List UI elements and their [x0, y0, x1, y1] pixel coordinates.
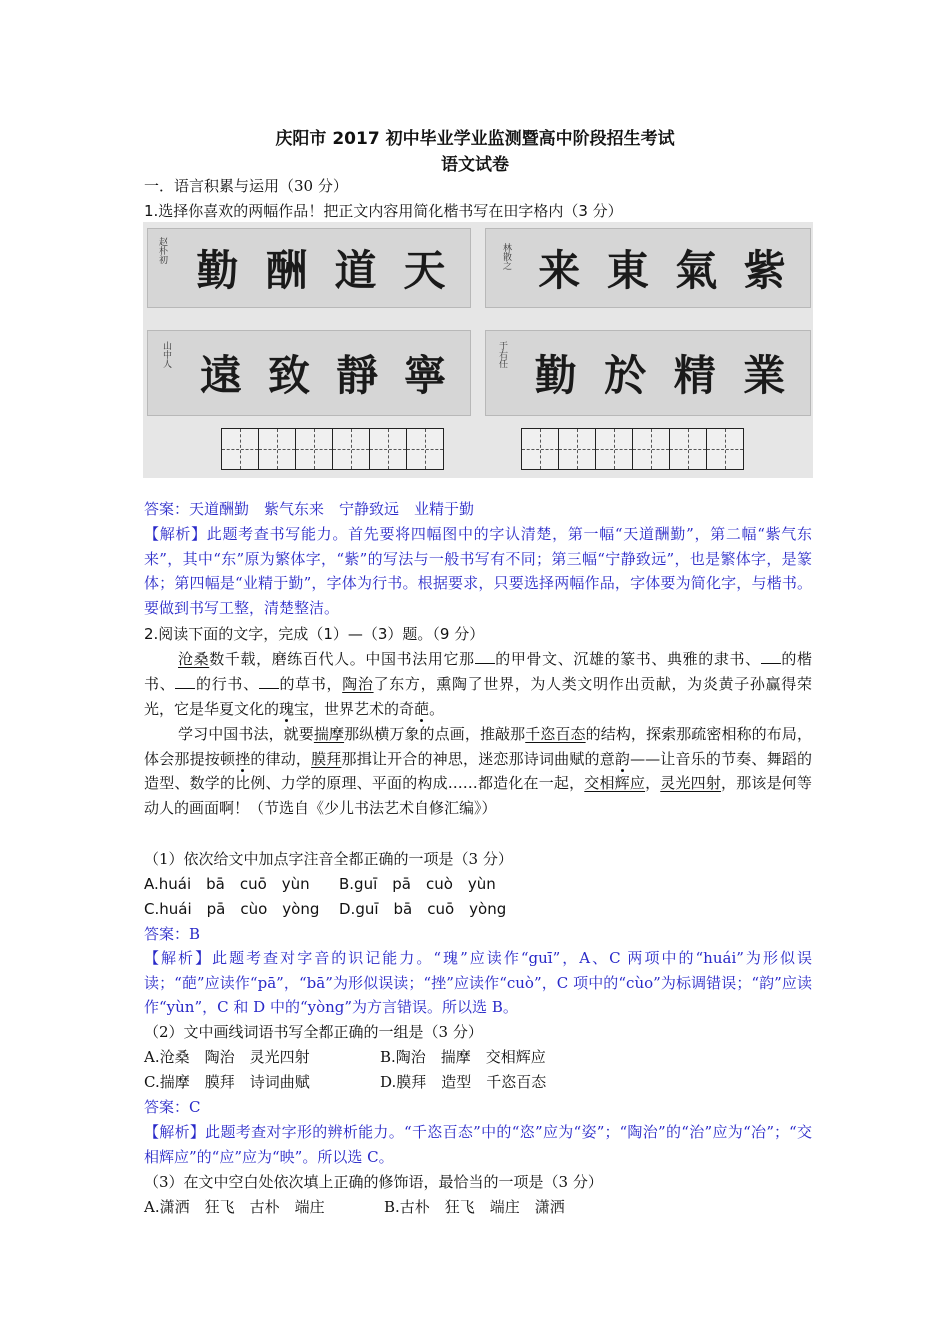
passage-text: 那纵横万象的点画，推敲那 — [344, 725, 526, 743]
analysis-sub-1: 【解析】此题考查对字音的识记能力。“瑰”应读作“guī”，A、C 两项中的“huái”为形似误读；“葩”应读作“pā”，“bā”为形似误读；“挫”应读作“cuò”，C 项中的“cùo”为标调错误；“韵”应读作“yùn”，C 和 D 中的“yòng”为方言错误。所以选 B。 — [144, 949, 812, 1016]
answer-sub-2: 答案：C — [144, 1098, 201, 1116]
dotted-char: 葩 — [414, 700, 430, 718]
glyph: 致 — [267, 351, 312, 400]
passage-text: 了东方，熏陶了世界，为人类文明作出贡献，为炎黄子孙赢得荣光，它是华夏文化的 — [144, 675, 812, 718]
underlined-word: 交相辉应 — [584, 774, 646, 792]
option-a: A.沧桑 陶治 灵光四射 — [144, 1048, 310, 1066]
answer-sub-1: 答案：B — [144, 925, 201, 943]
glyph: 寧 — [403, 351, 448, 400]
section-heading: 一．语言积累与运用（30 分） — [144, 177, 348, 195]
option-a: A.huái bā cuō yùn — [144, 875, 310, 893]
passage-paragraph-1 — [144, 647, 812, 722]
panel-3-characters — [188, 331, 460, 415]
passage-text: ，那该是何等动人的画面啊！（节选自《少儿书法艺术自修汇编》） — [144, 774, 812, 817]
option-c: C.揣摩 膜拜 诗词曲赋 — [144, 1073, 310, 1091]
answer-q1: 答案：天道酬勤 紫气东来 宁静致远 业精于勤 — [144, 500, 475, 518]
underlined-word: 灵光四射 — [660, 774, 722, 792]
underlined-word: 千恣百态 — [525, 725, 586, 743]
option-b: B.陶治 揣摩 交相辉应 — [380, 1048, 546, 1066]
underlined-word: 膜拜 — [311, 749, 342, 768]
glyph: 精 — [673, 351, 718, 400]
calligraphy-panel-2 — [485, 228, 811, 308]
passage-text: ——让音乐的节奏、舞蹈的造型、数学的比例、力学的原理、平面的构成……都造化在一起， — [144, 749, 812, 792]
panel-2-signature: 林散之 — [501, 243, 511, 270]
analysis-sub-2: 【解析】此题考查对字形的辨析能力。“千恣百态”中的“恣”应为“姿”；“陶治”的“治”应为“冶”；“交相辉应”的“应”应为“映”。所以选 C。 — [144, 1123, 812, 1166]
option-d: D.膜拜 造型 千恣百态 — [380, 1073, 547, 1091]
glyph: 道 — [334, 246, 379, 295]
glyph: 酬 — [265, 246, 310, 295]
panel-1-characters — [184, 229, 460, 307]
fill-blank — [259, 674, 279, 689]
passage-text: 宝，世界艺术的奇 — [294, 700, 415, 718]
underlined-word: 陶治 — [342, 675, 374, 693]
passage-text: 数千载，磨练百代人。中国书法用它那 — [209, 650, 475, 668]
passage-text: 的甲骨文、沉雄的篆书、典雅的隶书、 — [494, 650, 761, 668]
underlined-word: 沧桑 — [178, 650, 210, 668]
sub-question-1-stem: （1）依次给文中加点字注音全都正确的一项是（3 分） — [144, 850, 513, 868]
page-title: 庆阳市 2017 初中毕业学业监测暨高中阶段招生考试 — [275, 129, 675, 149]
fill-blank — [475, 649, 495, 664]
glyph: 遠 — [199, 351, 244, 400]
passage-text: 的行书、 — [195, 675, 259, 693]
passage-text: 的楷书、 — [144, 650, 812, 693]
passage-text: 的律动， — [250, 749, 312, 768]
passage-text: 学习中国书法，就要 — [178, 725, 314, 743]
writing-grid-right — [521, 428, 744, 470]
glyph: 勤 — [196, 246, 241, 295]
glyph: 業 — [743, 351, 788, 400]
analysis-q1: 【解析】此题考查书写能力。首先要将四幅图中的字认清楚，第一幅“天道酬勤”，第二幅“紫气东来”，其中“东”原为繁体字，“紫”的写法与一般书写有不同；第三幅“宁静致远”，也是繁体字，是篆体；第四幅是“业精于勤”，字体为行书。根据要求，只要选择两幅作品，字体要为简化字，与楷书。要做到书写工整，清楚整洁。 — [144, 525, 812, 617]
glyph: 東 — [606, 246, 651, 295]
passage-text: 的草书， — [278, 675, 343, 693]
option-d: D.guī bā cuō yòng — [339, 900, 507, 918]
passage-text: ， — [645, 774, 661, 792]
fill-blank — [175, 674, 195, 689]
panel-2-characters — [526, 229, 800, 307]
underlined-word: 揣摩 — [313, 725, 345, 743]
panel-4-characters — [522, 331, 800, 415]
glyph: 靜 — [335, 351, 380, 400]
panel-1-signature: 赵朴初 — [157, 237, 167, 264]
dotted-char: 瑰 — [279, 700, 295, 718]
glyph: 紫 — [743, 246, 788, 295]
writing-grid-left — [221, 428, 444, 470]
calligraphy-figure — [143, 222, 813, 478]
calligraphy-panel-1 — [147, 228, 471, 308]
option-b: B.guī pā cuò yùn — [339, 875, 496, 893]
glyph: 勤 — [534, 351, 579, 400]
calligraphy-panel-3 — [147, 330, 471, 416]
panel-3-signature: 山中人 — [161, 341, 171, 368]
sub-question-3-stem: （3）在文中空白处依次填上正确的修饰语，最恰当的一项是（3 分） — [144, 1173, 603, 1191]
question-1-stem: 1.选择你喜欢的两幅作品！把正文内容用简化楷书写在田字格内（3 分） — [144, 202, 623, 220]
option-c: C.huái pā cùo yòng — [144, 900, 320, 918]
glyph: 於 — [604, 351, 649, 400]
option-a: A.潇洒 狂飞 古朴 端庄 — [144, 1198, 325, 1216]
calligraphy-panel-4 — [485, 330, 811, 416]
passage-text: 的结构，探索那疏密相称的布局，体会那提按顿 — [144, 725, 812, 768]
passage-text: 。 — [429, 700, 445, 718]
page-subtitle: 语文试卷 — [441, 155, 509, 175]
dotted-char: 挫 — [235, 749, 251, 768]
dotted-char: 韵 — [614, 749, 631, 768]
passage-paragraph-2 — [144, 722, 812, 820]
question-2-stem: 2.阅读下面的文字，完成（1）—（3）题。（9 分） — [144, 625, 485, 643]
passage-text: 那揖让开合的神思，迷恋那诗词曲赋的意 — [341, 749, 615, 768]
glyph: 氣 — [675, 246, 720, 295]
glyph: 来 — [538, 246, 583, 295]
fill-blank — [761, 649, 781, 664]
sub-question-2-stem: （2）文中画线词语书写全都正确的一组是（3 分） — [144, 1023, 483, 1041]
glyph: 天 — [403, 246, 448, 295]
option-b: B.古朴 狂飞 端庄 潇洒 — [384, 1198, 565, 1216]
panel-4-signature: 于右任 — [497, 341, 507, 368]
